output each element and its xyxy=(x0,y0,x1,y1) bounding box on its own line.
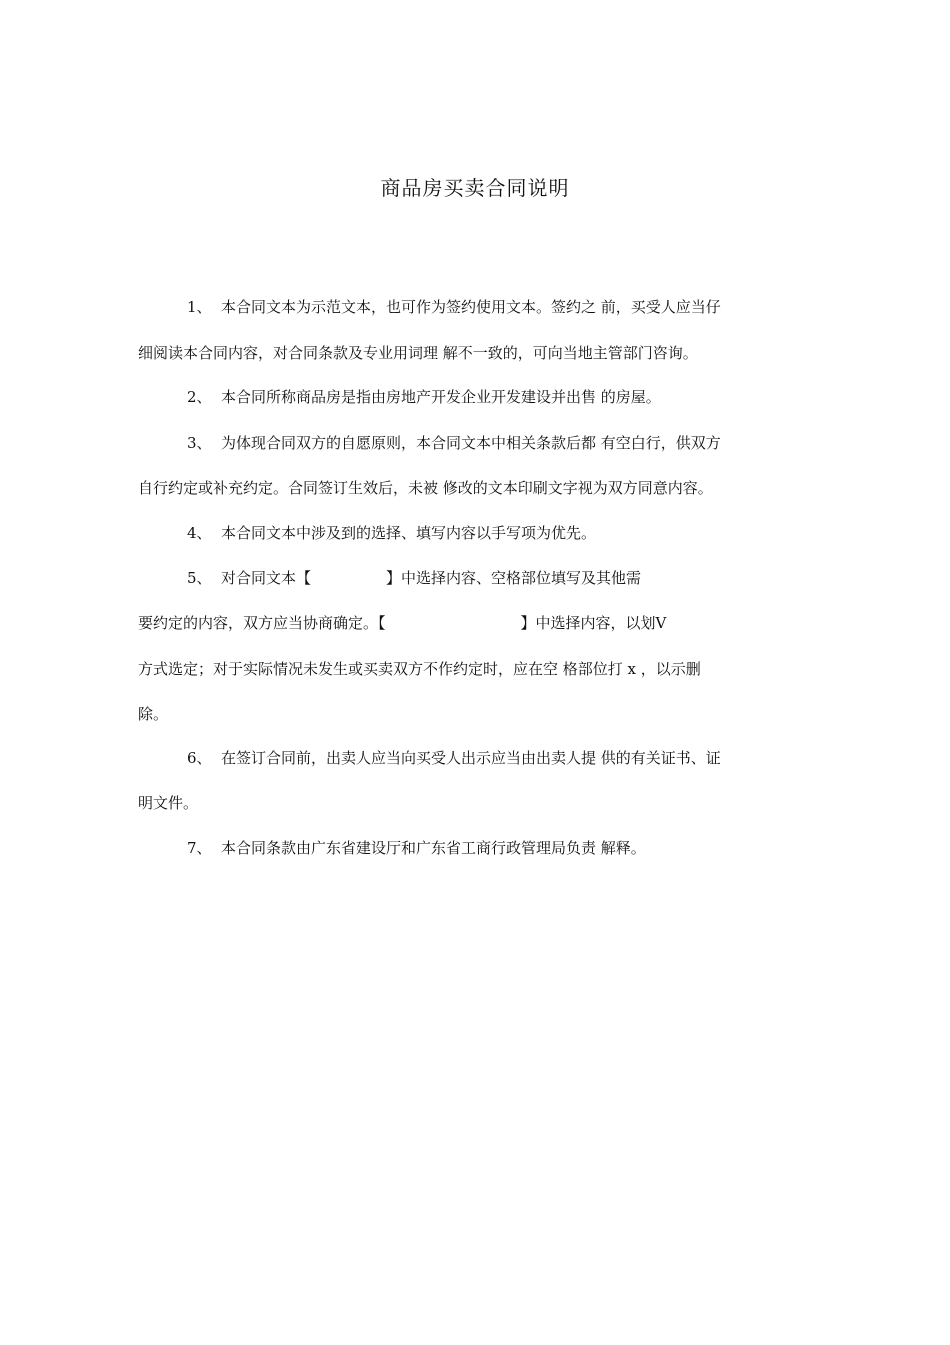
item-1-line-2: 细阅读本合同内容，对合同条款及专业用词理 解不一致的，可向当地主管部门咨询。 xyxy=(138,344,698,362)
item-number: 7、 xyxy=(187,839,212,857)
item-4-line-1 xyxy=(187,522,596,544)
item-number: 3、 xyxy=(187,434,212,452)
item-5-line-3: 方式选定；对于实际情况未发生或买卖双方不作约定时，应在空 格部位打 x ，以示删 xyxy=(138,660,701,678)
item-5-line-1 xyxy=(187,567,641,589)
item-number: 6、 xyxy=(187,749,212,767)
item-6-line-1 xyxy=(187,747,721,769)
item-7-line-1 xyxy=(187,837,646,859)
item-text: 为体现合同双方的自愿原则，本合同文本中相关条款后都 有空白行，供双方 xyxy=(221,434,721,452)
item-number: 1、 xyxy=(187,298,212,316)
item-text: 对合同文本【 】中选择内容、空格部位填写及其他需 xyxy=(221,569,642,587)
item-text: 本合同所称商品房是指由房地产开发企业开发建设并出售 的房屋。 xyxy=(221,388,661,406)
item-3-line-2: 自行约定或补充约定。合同签订生效后，未被 修改的文本印刷文字视为双方同意内容。 xyxy=(138,479,713,497)
item-text: 本合同文本中涉及到的选择、填写内容以手写项为优先。 xyxy=(221,524,597,542)
item-text: 本合同条款由广东省建设厅和广东省工商行政管理局负责 解释。 xyxy=(221,839,646,857)
item-number: 5、 xyxy=(187,569,212,587)
item-text: 本合同文本为示范文本，也可作为签约使用文本。签约之 前，买受人应当仔 xyxy=(221,298,721,316)
item-3-line-1 xyxy=(187,432,721,454)
item-text: 在签订合同前，出卖人应当向买受人出示应当由出卖人提 供的有关证书、证 xyxy=(221,749,721,767)
page-title: 商品房买卖合同说明 xyxy=(380,176,570,200)
item-5-line-4: 除。 xyxy=(138,705,169,723)
item-1-line-1 xyxy=(187,296,721,318)
item-2-line-1 xyxy=(187,386,661,408)
item-number: 2、 xyxy=(187,388,212,406)
item-6-line-2: 明文件。 xyxy=(138,794,199,812)
item-number: 4、 xyxy=(187,524,212,542)
item-5-line-2: 要约定的内容，双方应当协商确定。【 】中选择内容，以划V xyxy=(138,614,667,632)
